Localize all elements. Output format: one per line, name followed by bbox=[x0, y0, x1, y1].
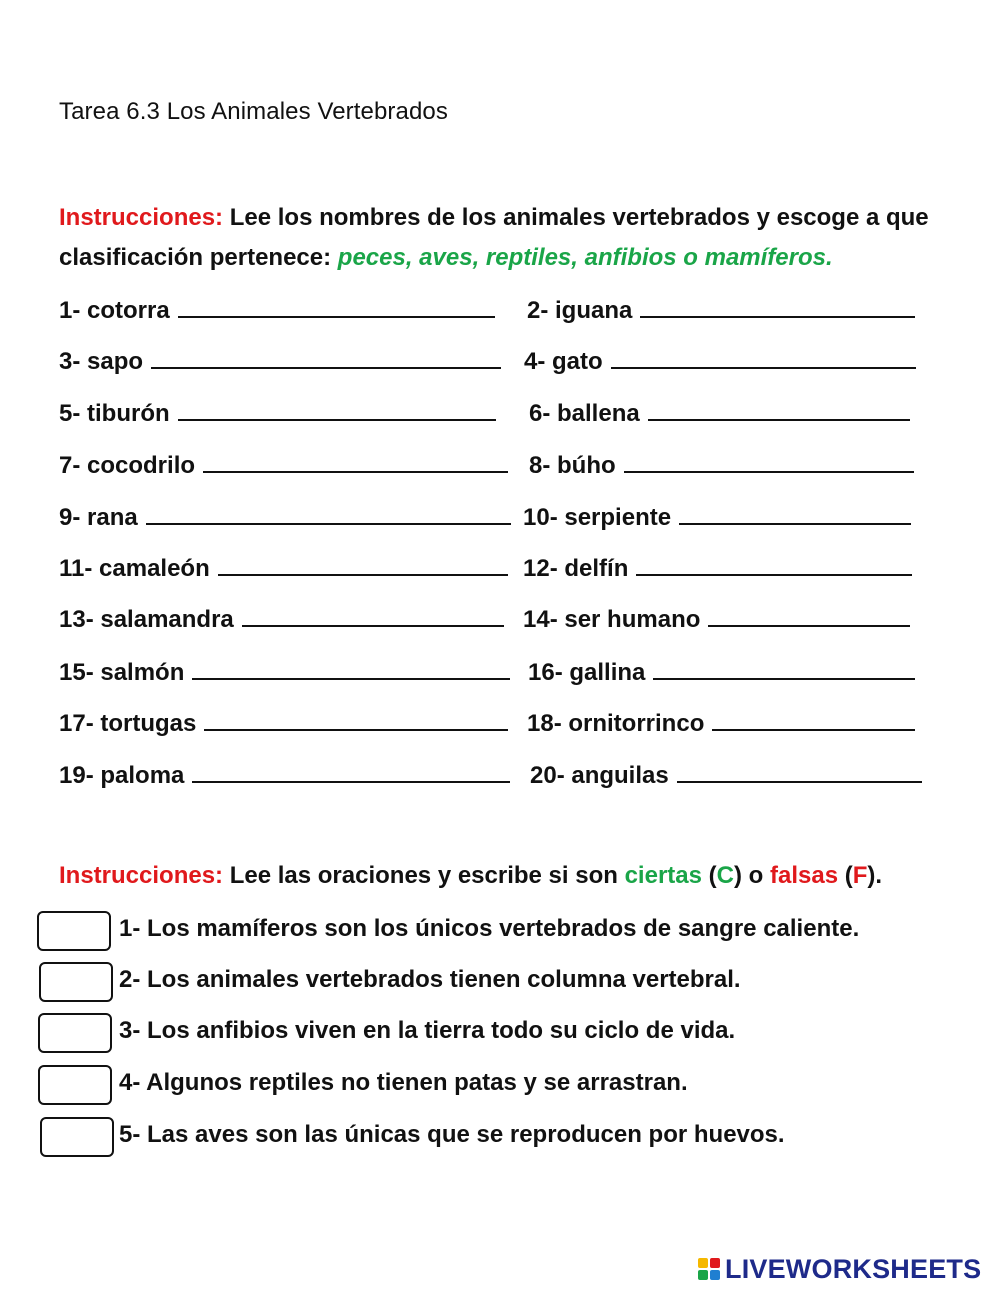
statement-text: 4- Algunos reptiles no tienen patas y se arrastran. bbox=[119, 1069, 688, 1096]
answer-box[interactable] bbox=[39, 962, 113, 1002]
answer-blank[interactable] bbox=[653, 656, 915, 680]
answer-blank[interactable] bbox=[192, 656, 510, 680]
answer-box[interactable] bbox=[38, 1065, 112, 1105]
statement-text: 5- Las aves son las únicas que se reproducen por huevos. bbox=[119, 1121, 785, 1148]
answer-blank[interactable] bbox=[218, 552, 508, 576]
answer-box[interactable] bbox=[38, 1013, 112, 1053]
answer-blank[interactable] bbox=[203, 449, 508, 473]
answer-blank[interactable] bbox=[178, 397, 496, 421]
answer-blank[interactable] bbox=[679, 501, 911, 525]
animal-item: 17- tortugas bbox=[59, 707, 508, 739]
animal-item: 3- sapo bbox=[59, 345, 501, 377]
answer-blank[interactable] bbox=[204, 707, 508, 731]
instructions-label: Instrucciones: bbox=[59, 862, 224, 889]
answer-blank[interactable] bbox=[151, 345, 501, 369]
answer-blank[interactable] bbox=[648, 397, 910, 421]
animal-item: 2- iguana bbox=[527, 294, 915, 326]
liveworksheets-logo-icon bbox=[697, 1257, 721, 1281]
animal-item: 7- cocodrilo bbox=[59, 449, 508, 481]
statement-text: 1- Los mamíferos son los únicos vertebrados de sangre caliente. bbox=[119, 915, 860, 942]
animal-item: 11- camaleón bbox=[59, 552, 508, 584]
answer-blank[interactable] bbox=[712, 707, 915, 731]
answer-blank[interactable] bbox=[636, 552, 912, 576]
animal-item: 5- tiburón bbox=[59, 397, 496, 429]
answer-box[interactable] bbox=[37, 911, 111, 951]
classification-options: peces, aves, reptiles, anfibios o mamíferos. bbox=[337, 244, 833, 271]
animal-item: 13- salamandra bbox=[59, 603, 504, 635]
animal-item: 6- ballena bbox=[529, 397, 910, 429]
animal-item: 20- anguilas bbox=[530, 759, 922, 791]
answer-blank[interactable] bbox=[624, 449, 914, 473]
animal-item: 10- serpiente bbox=[523, 501, 911, 533]
animal-item: 4- gato bbox=[524, 345, 916, 377]
animal-item: 19- paloma bbox=[59, 759, 510, 791]
liveworksheets-logo bbox=[697, 1254, 981, 1284]
answer-box[interactable] bbox=[40, 1117, 114, 1157]
worksheet-title: Tarea 6.3 Los Animales Vertebrados bbox=[59, 98, 448, 125]
instructions-true-false: Instrucciones: Lee las oraciones y escribe si son ciertas (C) o falsas (F). bbox=[59, 862, 883, 889]
answer-blank[interactable] bbox=[640, 294, 915, 318]
animal-item: 9- rana bbox=[59, 501, 511, 533]
answer-blank[interactable] bbox=[708, 603, 910, 627]
animal-item: 15- salmón bbox=[59, 656, 510, 688]
animal-item: 8- búho bbox=[529, 449, 914, 481]
answer-blank[interactable] bbox=[178, 294, 495, 318]
answer-blank[interactable] bbox=[677, 759, 922, 783]
animal-item: 18- ornitorrinco bbox=[527, 707, 915, 739]
instructions-label: Instrucciones: bbox=[59, 204, 224, 231]
answer-blank[interactable] bbox=[146, 501, 511, 525]
answer-blank[interactable] bbox=[611, 345, 916, 369]
animal-item: 1- cotorra bbox=[59, 294, 495, 326]
answer-blank[interactable] bbox=[242, 603, 504, 627]
instructions-classification bbox=[59, 198, 959, 278]
statement-text: 2- Los animales vertebrados tienen columna vertebral. bbox=[119, 966, 741, 993]
answer-blank[interactable] bbox=[192, 759, 510, 783]
animal-item: 16- gallina bbox=[528, 656, 915, 688]
animal-item: 14- ser humano bbox=[523, 603, 910, 635]
animal-item: 12- delfín bbox=[523, 552, 912, 584]
statement-text: 3- Los anfibios viven en la tierra todo su ciclo de vida. bbox=[119, 1017, 736, 1044]
logo-text: LIVEWORKSHEETS bbox=[725, 1253, 982, 1284]
instructions-text: Lee los nombres de los animales vertebrados y escoge a que clasificación pertenece: bbox=[59, 204, 929, 271]
